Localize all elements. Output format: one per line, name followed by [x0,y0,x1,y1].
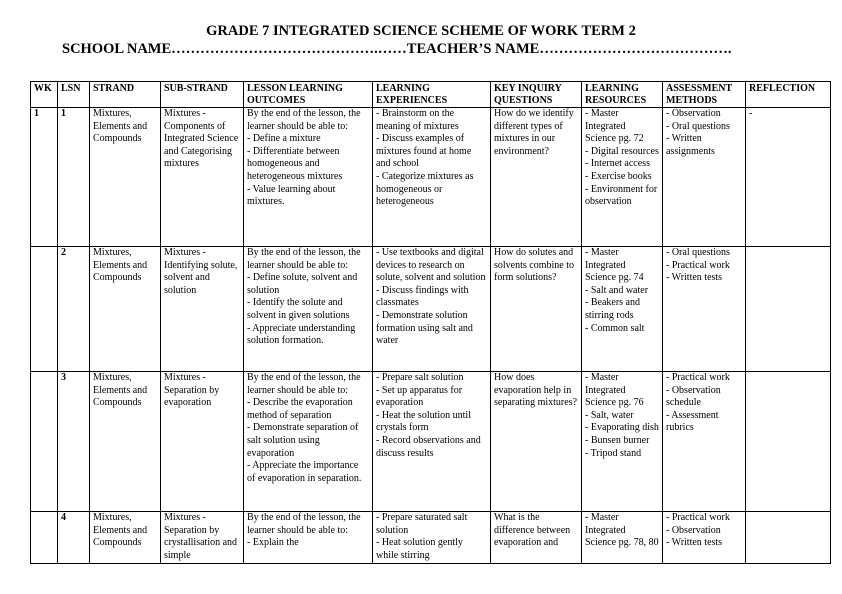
cell-line: By the end of the lesson, the learner should be able to: [247,372,361,396]
cell-line: - Record observations and discuss results [376,434,481,459]
cell-line: By the end of the lesson, the learner should be able to: [247,512,361,536]
cell-wk [31,512,58,564]
cell-wk [31,247,58,372]
header-experiences: LEARNING EXPERIENCES [373,82,491,108]
cell-line: - Heat solution gently while stirring [376,537,463,561]
cell-reflection [746,247,831,372]
cell-line: - Define solute, solvent and solution [247,272,358,296]
cell-questions: How do solutes and solvents combine to form solutions? [491,247,582,372]
cell-strand: Mixtures, Elements and Compounds [90,512,161,564]
cell-line: - Prepare salt solution [376,372,464,383]
cell-lsn: 2 [58,247,90,372]
cell-line: - Observation [666,108,721,119]
cell-outcomes [244,247,373,372]
cell-wk: 1 [31,108,58,247]
cell-line: - Set up apparatus for evaporation [376,384,463,409]
cell-line: - Heat the solution until crystals form [376,409,471,434]
cell-assessment [663,108,746,247]
cell-line: - Written tests [666,272,723,284]
cell-line: - Value learning about mixtures. [247,183,336,208]
header-sub-strand: SUB-STRAND [161,82,244,108]
cell-line: - Define a mixture [247,133,321,145]
cell-line: - Evaporating dish [585,422,659,434]
cell-resources [582,512,663,564]
cell-line: - Bunsen burner [585,434,650,446]
cell-line: - Demonstrate separation of salt solution using evaporation [247,422,359,459]
cell-experiences [373,247,491,372]
cell-outcomes [244,108,373,247]
table-row [31,372,831,512]
cell-line: - Master Integrated Science pg. 76 [585,372,644,409]
header-assessment: ASSESSMENT METHODS [663,82,746,108]
cell-outcomes [244,512,373,564]
cell-line: - Describe the evaporation method of separation [247,397,353,421]
cell-reflection [746,372,831,512]
cell-assessment [663,512,746,564]
cell-line: - Appreciate the importance of evaporation in separation. [247,460,362,484]
document-subtitle: SCHOOL NAME…………………………………….……TEACHER’S NAME…………………………………. [62,41,732,57]
cell-line: - Environment for observation [585,183,658,208]
cell-line: - Written tests [666,537,723,549]
cell-line: - Use textbooks and digital devices to research on solute, solvent and solution [376,247,486,284]
cell-line: - Tripod stand [585,447,642,459]
cell-line: - Differentiate between homogeneous and heterogeneous mixtures [247,145,343,182]
document-title: GRADE 7 INTEGRATED SCIENCE SCHEME OF WORK TERM 2 [206,23,636,39]
cell-line: - Practical work [666,372,730,383]
cell-wk [31,372,58,512]
cell-line: - Salt, water [585,409,634,421]
cell-lsn: 4 [58,512,90,564]
cell-line: - Appreciate understanding solution formation. [247,322,356,347]
cell-line: By the end of the lesson, the learner should be able to: [247,247,361,271]
cell-line: - Practical work [666,259,730,271]
cell-line: - Observation schedule [666,384,721,409]
cell-assessment [663,247,746,372]
cell-sub-strand: Mixtures - Components of Integrated Science and Categorising mixtures [161,108,244,247]
cell-resources [582,372,663,512]
cell-line: - Practical work [666,512,730,523]
cell-line: - Assessment rubrics [666,409,719,434]
cell-outcomes [244,372,373,512]
cell-line: - Master Integrated Science pg. 74 [585,247,644,284]
header-outcomes: LESSON LEARNING OUTCOMES [244,82,373,108]
cell-resources [582,247,663,372]
header-reflection: REFLECTION [746,82,831,108]
cell-experiences [373,372,491,512]
cell-reflection: - [746,108,831,247]
cell-line: - Oral questions [666,247,730,258]
cell-line: - Common salt [585,322,645,334]
cell-line: - Brainstorm on the meaning of mixtures [376,108,459,132]
cell-experiences [373,512,491,564]
cell-line: - Prepare saturated salt solution [376,512,468,536]
cell-sub-strand: Mixtures - Separation by evaporation [161,372,244,512]
cell-reflection [746,512,831,564]
scheme-of-work-table [30,81,831,564]
cell-line: - Salt and water [585,284,649,296]
cell-line: - Master Integrated Science pg. 72 [585,108,644,145]
header-wk: WK [31,82,58,108]
header-lsn: LSN [58,82,90,108]
cell-lsn: 3 [58,372,90,512]
cell-line: - Identify the solute and solvent in given solutions [247,297,350,321]
cell-line: - Digital resources [585,145,659,157]
cell-questions: How does evaporation help in separating mixtures? [491,372,582,512]
cell-resources [582,108,663,247]
cell-line: - Categorize mixtures as homogeneous or heterogeneous [376,170,474,208]
table-row [31,247,831,372]
cell-line: By the end of the lesson, the learner should be able to: [247,108,361,132]
table-row [31,512,831,564]
cell-lsn: 1 [58,108,90,247]
cell-line: - Written assignments [666,133,715,157]
table-row [31,108,831,247]
cell-line: - Internet access [585,158,650,170]
cell-strand: Mixtures, Elements and Compounds [90,108,161,247]
header-strand: STRAND [90,82,161,108]
header-questions: KEY INQUIRY QUESTIONS [491,82,582,108]
cell-questions: How do we identify different types of mixtures in our environment? [491,108,582,247]
cell-questions: What is the difference between evaporation and [491,512,582,564]
cell-line: - Exercise books [585,170,652,182]
cell-line: - Master Integrated Science pg. 78, 80 [585,512,659,549]
cell-line: - Oral questions [666,120,730,132]
cell-strand: Mixtures, Elements and Compounds [90,372,161,512]
cell-line: - Discuss findings with classmates [376,284,469,309]
cell-line: - Beakers and stirring rods [585,297,640,321]
header-row [31,82,831,108]
cell-line: - Demonstrate solution formation using salt and water [376,309,473,347]
cell-strand: Mixtures, Elements and Compounds [90,247,161,372]
header-resources: LEARNING RESOURCES [582,82,663,108]
cell-experiences [373,108,491,247]
cell-line: - Observation [666,524,721,536]
cell-line: - Discuss examples of mixtures found at home and school [376,133,472,170]
cell-assessment [663,372,746,512]
cell-line: - Explain the [247,537,299,549]
cell-sub-strand: Mixtures - Identifying solute, solvent and solution [161,247,244,372]
cell-sub-strand: Mixtures - Separation by crystallisation and simple [161,512,244,564]
